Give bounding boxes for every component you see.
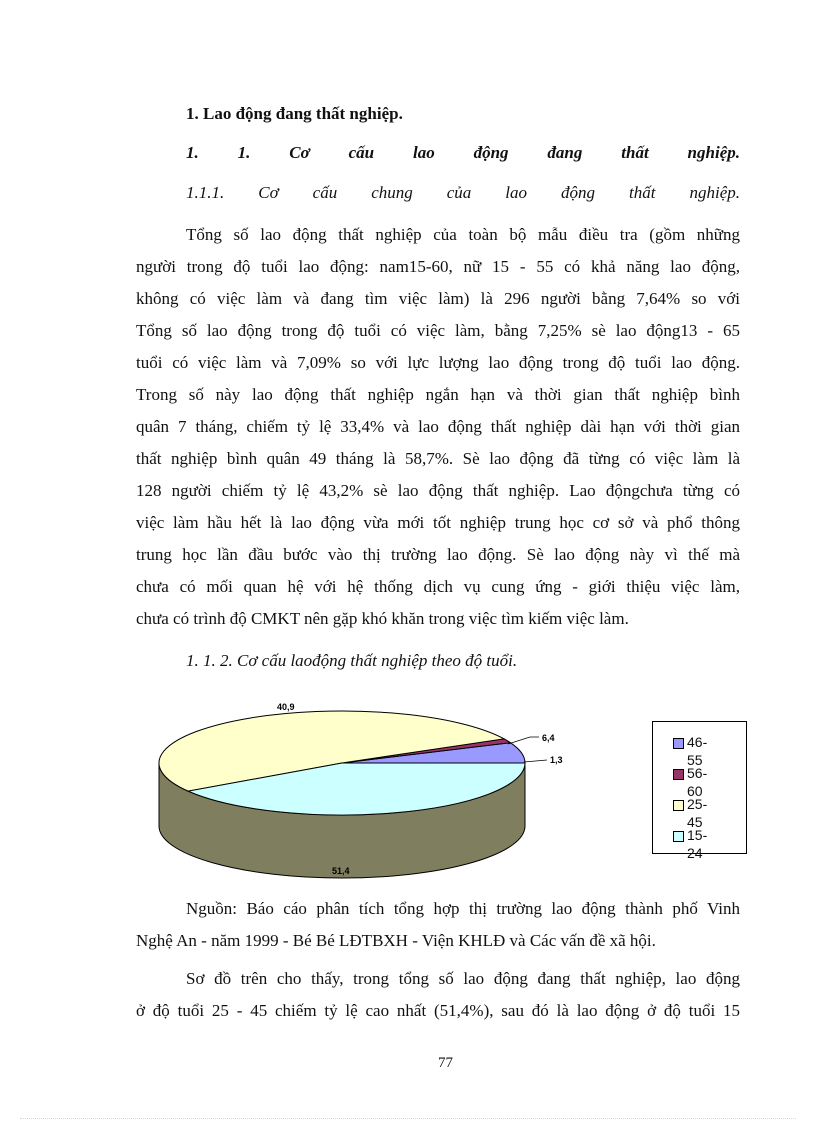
paragraph-line: không có việc làm và đang tìm việc làm) là 296 người bằng 7,64% so với — [136, 289, 740, 308]
subsubsection-heading: 1.1.1. Cơ cấu chung của lao động thất nghiệp. — [186, 183, 740, 202]
paragraph-line: trung học lần đầu bước vào thị trường lao động. Sè lao động này vì thế mà — [136, 545, 740, 564]
paragraph-line: Sơ đồ trên cho thấy, trong tổng số lao động đang thất nghiệp, lao động — [186, 969, 740, 988]
paragraph-line: 128 người chiếm tỷ lệ 43,2% sè lao động thất nghiệp. Lao độngchưa từng có — [136, 481, 740, 500]
paragraph-line: việc làm hầu hết là lao động vừa mới tốt nghiệp trung học cơ sở và phổ thông — [136, 513, 740, 532]
paragraph-line: Tổng số lao động trong độ tuổi có việc làm, bằng 7,25% sè lao động13 - 65 — [136, 321, 740, 340]
paragraph-line: tuổi có việc làm và 7,09% so với lực lượng lao động trong độ tuổi lao động. — [136, 353, 740, 372]
pie-chart — [150, 695, 570, 885]
section-heading: 1. Lao động đang thất nghiệp. — [186, 104, 403, 123]
subsection-heading: 1. 1. Cơ cấu lao động đang thất nghiệp. — [186, 143, 740, 162]
paragraph-line: quân 7 tháng, chiếm tỷ lệ 33,4% và lao động thất nghiệp dài hạn với thời gian — [136, 417, 740, 436]
chart-heading: 1. 1. 2. Cơ cấu laođộng thất nghiệp theo độ tuổi. — [186, 651, 518, 670]
legend-swatch — [673, 769, 684, 780]
legend-label: 56-60 — [687, 765, 708, 799]
leader-line — [524, 760, 547, 762]
source-line: Nghệ An - năm 1999 - Bé Bé LĐTBXH - Viện KHLĐ và Các vấn đề xã hội. — [136, 931, 656, 950]
paragraph-line: Tổng số lao động thất nghiệp của toàn bộ mẫu điều tra (gồm những — [186, 225, 740, 244]
pie-data-label: 51,4 — [332, 866, 350, 876]
paragraph-line: người trong độ tuổi lao động: nam15-60, nữ 15 - 55 có khả năng lao động, — [136, 257, 740, 276]
pie-data-label: 40,9 — [277, 702, 295, 712]
paragraph-line: chưa có trình độ CMKT nên gặp khó khăn trong việc tìm kiếm việc làm. — [136, 609, 629, 628]
paragraph-line: thất nghiệp bình quân 49 tháng là 58,7%. Sè lao động đã từng có việc làm là — [136, 449, 740, 468]
paragraph-line: Trong số này lao động thất nghiệp ngắn hạn và thời gian thất nghiệp bình — [136, 385, 740, 404]
chart-legend — [652, 721, 747, 861]
pie-data-label: 1,3 — [550, 755, 563, 765]
page-bottom-divider — [20, 1118, 796, 1119]
pie-data-label: 6,4 — [542, 733, 555, 743]
legend-swatch — [673, 831, 684, 842]
paragraph-line: chưa có mối quan hệ với hệ thống dịch vụ cung ứng - giới thiệu việc làm, — [136, 577, 740, 596]
legend-swatch — [673, 800, 684, 811]
leader-line — [508, 737, 539, 744]
source-line: Nguồn: Báo cáo phân tích tổng hợp thị trường lao động thành phố Vinh — [186, 899, 740, 918]
page-number: 77 — [438, 1055, 453, 1071]
legend-label: 15-24 — [687, 827, 708, 861]
legend-swatch — [673, 738, 684, 749]
legend-label: 25-45 — [687, 796, 708, 830]
legend-label: 46-55 — [687, 734, 708, 768]
paragraph-line: ở độ tuổi 25 - 45 chiếm tỷ lệ cao nhất (51,4%), sau đó là lao động ở độ tuổi 15 — [136, 1001, 740, 1020]
